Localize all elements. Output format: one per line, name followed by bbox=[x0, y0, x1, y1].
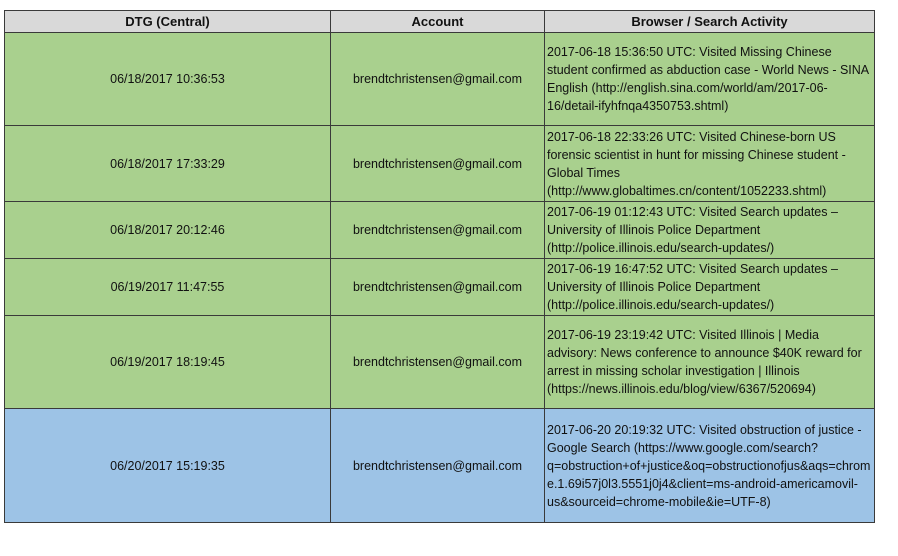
activity-text: 2017-06-19 01:12:43 UTC: Visited Search updates – University of Illinois Police Department (http://police.illinois.edu/search-updates/) bbox=[547, 205, 838, 255]
activity-text: 2017-06-19 16:47:52 UTC: Visited Search updates – University of Illinois Police Department (http://police.illinois.edu/search-updates/) bbox=[547, 262, 838, 312]
activity-cell bbox=[545, 33, 875, 126]
dtg-cell: 06/19/2017 18:19:45 bbox=[5, 316, 331, 409]
account-cell: brendtchristensen@gmail.com bbox=[331, 259, 545, 316]
header-row bbox=[5, 11, 875, 33]
account-cell: brendtchristensen@gmail.com bbox=[331, 126, 545, 202]
table-row bbox=[5, 33, 875, 126]
activity-text: 2017-06-20 20:19:32 UTC: Visited obstruction of justice - Google Search (https://www.google.com/search?q=obstruction+of+justice&oq=obstructionofjus&aqs=chrome.1.69i57j0l3.5551j0j4&client=ms-android-americamovil-us&sourceid=chrome-mobile&ie=UTF-8) bbox=[547, 422, 871, 509]
activity-cell bbox=[545, 259, 875, 316]
activity-cell bbox=[545, 409, 875, 523]
activity-text: 2017-06-19 23:19:42 UTC: Visited Illinois | Media advisory: News conference to announce $40K reward for arrest in missing scholar investigation | Illinois (https://news.illinois.edu/blog/view/6367/520694) bbox=[547, 328, 862, 396]
column-header-dtg: DTG (Central) bbox=[5, 11, 331, 33]
account-cell: brendtchristensen@gmail.com bbox=[331, 202, 545, 259]
dtg-cell: 06/18/2017 20:12:46 bbox=[5, 202, 331, 259]
table-row bbox=[5, 316, 875, 409]
table-row bbox=[5, 409, 875, 523]
dtg-cell: 06/20/2017 15:19:35 bbox=[5, 409, 331, 523]
account-cell: brendtchristensen@gmail.com bbox=[331, 33, 545, 126]
account-cell: brendtchristensen@gmail.com bbox=[331, 316, 545, 409]
account-cell: brendtchristensen@gmail.com bbox=[331, 409, 545, 523]
activity-cell bbox=[545, 202, 875, 259]
dtg-cell: 06/19/2017 11:47:55 bbox=[5, 259, 331, 316]
column-header-account: Account bbox=[331, 11, 545, 33]
browser-activity-table bbox=[4, 10, 875, 523]
column-header-activity: Browser / Search Activity bbox=[545, 11, 875, 33]
table-row bbox=[5, 126, 875, 202]
activity-cell bbox=[545, 316, 875, 409]
activity-text: 2017-06-18 22:33:26 UTC: Visited Chinese-born US forensic scientist in hunt for missing Chinese student - Global Times (http://www.globaltimes.cn/content/1052233.shtml) bbox=[547, 129, 846, 198]
table-row bbox=[5, 202, 875, 259]
table-row bbox=[5, 259, 875, 316]
dtg-cell: 06/18/2017 17:33:29 bbox=[5, 126, 331, 202]
activity-cell bbox=[545, 126, 875, 202]
activity-text: 2017-06-18 15:36:50 UTC: Visited Missing Chinese student confirmed as abduction case - World News - SINA English (http://english.sina.com/world/am/2017-06-16/detail-ifyhfnqa4350753.shtml) bbox=[547, 45, 869, 113]
dtg-cell: 06/18/2017 10:36:53 bbox=[5, 33, 331, 126]
